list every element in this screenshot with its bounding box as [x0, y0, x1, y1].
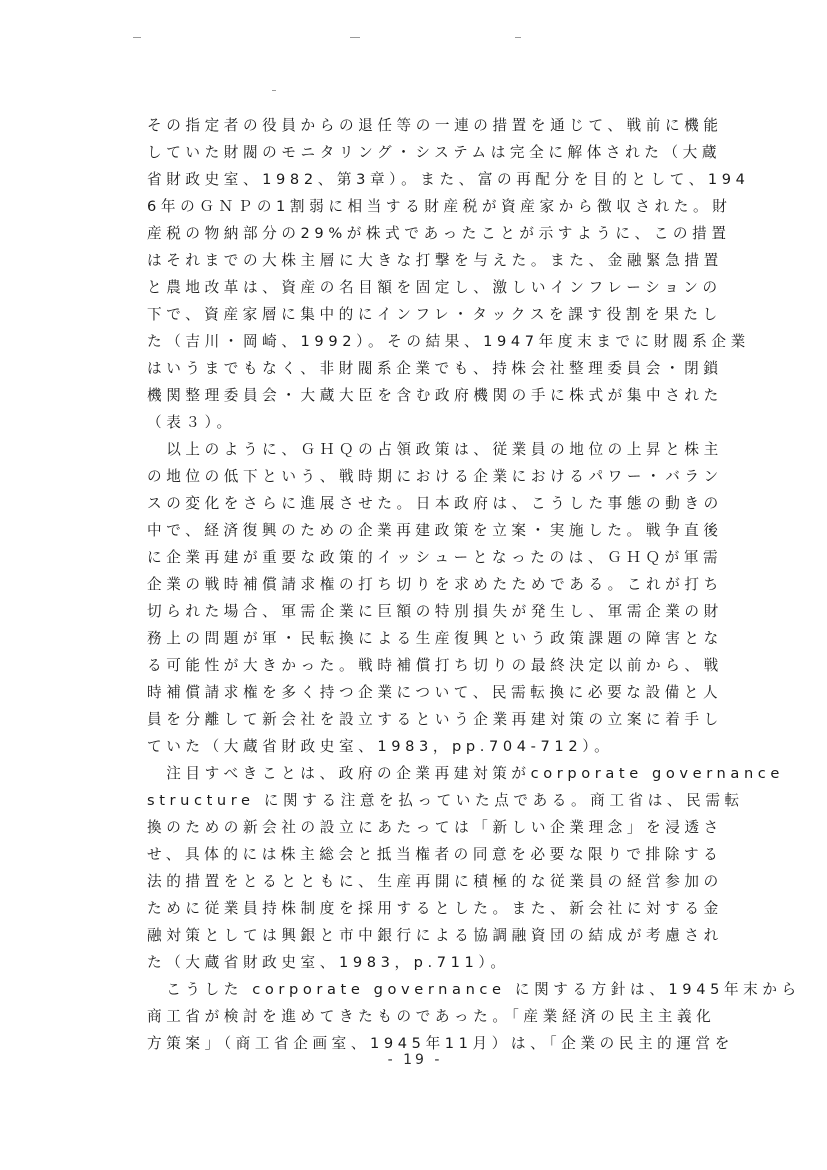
- text-line: 下で、資産家層に集中的にインフレ・タックスを課す役割を果たし: [147, 306, 722, 323]
- page-number: - 19 -: [387, 1052, 443, 1068]
- text-line: 時補償請求権を多く持つ企業について、民需転換に必要な設備と人: [147, 684, 723, 701]
- text-line: 6年のＧＮＰの1割弱に相当する財産税が資産家から徴収された。財: [147, 198, 732, 215]
- text-line: 産税の物納部分の29%が株式であったことが示すように、この措置: [147, 225, 731, 242]
- text-line: 務上の問題が軍・民転換による生産復興という政策課題の障害とな: [147, 630, 723, 647]
- text-line: はそれまでの大株主層に大きな打撃を与えた。また、金融緊急措置: [147, 252, 723, 269]
- text-line: と農地改革は、資産の名目額を固定し、激しいインフレーションの: [147, 279, 722, 296]
- text-line: た（大蔵省財政史室、1983，p.711）。: [147, 954, 510, 971]
- text-line: 以上のように、ＧＨＱの占領政策は、従業員の地位の上昇と株主: [147, 441, 723, 458]
- text-line: 員を分離して新会社を設立するという企業再建対策の立案に着手し: [147, 711, 723, 728]
- text-line: 融対策としては興銀と市中銀行による協調融資団の結成が考慮され: [147, 927, 723, 944]
- text-line: スの変化をさらに進展させた。日本政府は、こうした事態の動きの: [147, 495, 723, 512]
- text-line: （表３）。: [147, 414, 236, 431]
- text-line: はいうまでもなく、非財閥系企業でも、持株会社整理委員会・閉鎖: [147, 360, 723, 377]
- text-line: た（吉川・岡崎、1992）。その結果、1947年度末までに財閥系企業: [147, 333, 750, 350]
- body-text: [147, 112, 801, 1057]
- text-line: 企業の戦時補償請求権の打ち切りを求めたためである。これが打ち: [147, 576, 723, 593]
- text-line: せ、具体的には株主総会と抵当権者の同意を必要な限りで排除する: [147, 846, 723, 863]
- text-line: 法的措置をとるとともに、生産再開に積極的な従業員の経営参加の: [147, 873, 723, 890]
- text-line: に企業再建が重要な政策的イッシューとなったのは、ＧＨＱが軍需: [147, 549, 723, 566]
- text-line: していた財閥のモニタリング・システムは完全に解体された（大蔵: [147, 144, 722, 161]
- text-line: ために従業員持株制度を採用するとした。また、新会社に対する金: [147, 900, 723, 917]
- text-line: ていた（大蔵省財政史室、1983，pp.704-712）。: [147, 738, 614, 755]
- text-line: 省財政史室、1982、第3章）。また、富の再配分を目的として、194: [147, 171, 750, 188]
- scan-mark: [133, 37, 141, 38]
- text-line: の地位の低下という、戦時期における企業におけるパワー・バラン: [147, 468, 723, 485]
- text-line: 方策案」（商工省企画室、1945年11月）は、「企業の民主的運営を: [147, 1035, 734, 1052]
- text-line: structure に関する注意を払っていた点である。商工省は、民需転: [147, 792, 744, 809]
- text-line: 注目すべきことは、政府の企業再建対策がcorporate governance: [147, 765, 785, 782]
- text-line: 機関整理委員会・大蔵大臣を含む政府機関の手に株式が集中された: [147, 387, 723, 404]
- text-line: る可能性が大きかった。戦時補償打ち切りの最終決定以前から、戦: [147, 657, 723, 674]
- text-line: 中で、経済復興のための企業再建政策を立案・実施した。戦争直後: [147, 522, 723, 539]
- text-line: その指定者の役員からの退任等の一連の措置を通じて、戦前に機能: [147, 117, 723, 134]
- text-line: こうした corporate governance に関する方針は、1945年末から: [147, 981, 801, 998]
- scan-mark: [272, 90, 276, 91]
- text-line: 商工省が検討を進めてきたものであった。「産業経済の民主主義化: [147, 1008, 716, 1025]
- text-line: 切られた場合、軍需企業に巨額の特別損失が発生し、軍需企業の財: [147, 603, 723, 620]
- scan-mark: [515, 37, 521, 38]
- scan-mark: [350, 37, 360, 38]
- text-line: 換のための新会社の設立にあたっては「新しい企業理念」を浸透さ: [147, 819, 723, 836]
